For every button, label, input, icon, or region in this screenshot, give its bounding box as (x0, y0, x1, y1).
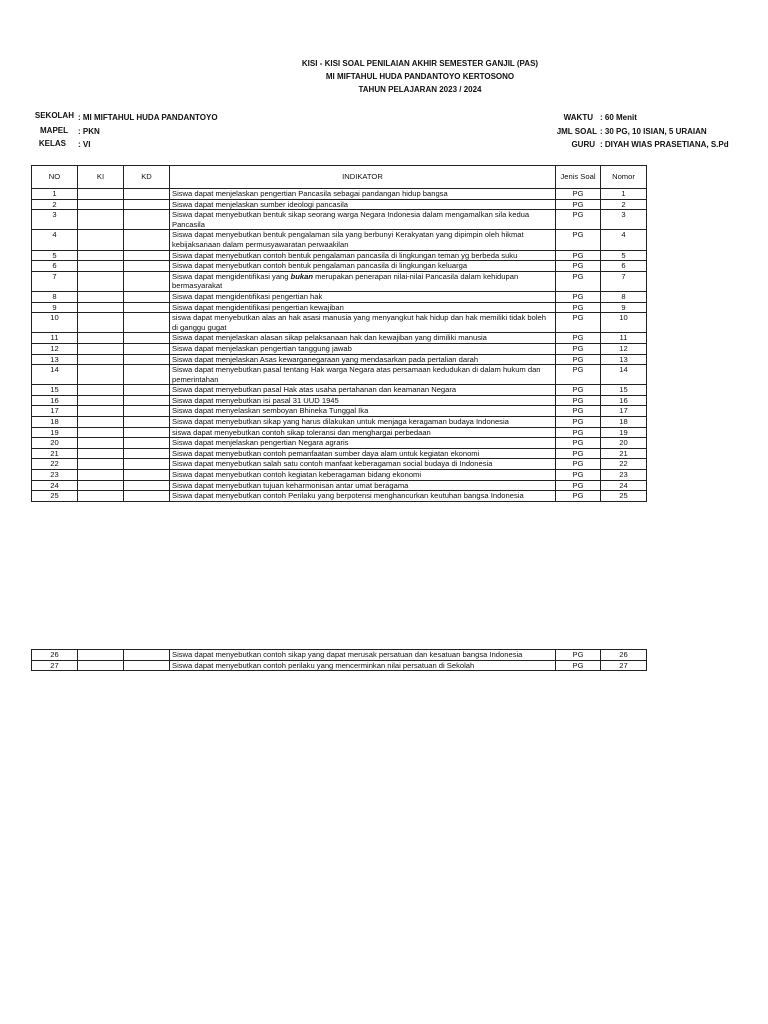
table-row (32, 660, 647, 671)
cell-kd (124, 343, 170, 354)
cell-nomor: 14 (601, 365, 647, 385)
table-row (32, 199, 647, 210)
cell-indikator: Siswa dapat menyebutkan contoh Perilaku yang berpotensi menghancurkan keutuhan bangsa Indonesia (170, 491, 556, 502)
cell-kd (124, 448, 170, 459)
cell-nomor: 23 (601, 470, 647, 481)
cell-no: 24 (32, 480, 78, 491)
cell-indikator: Siswa dapat menyebutkan contoh perilaku yang mencerminkan nilai persatuan di Sekolah (170, 660, 556, 671)
cell-nomor: 11 (601, 333, 647, 344)
cell-jenis-soal: PG (556, 459, 601, 470)
cell-jenis-soal: PG (556, 250, 601, 261)
cell-indikator: Siswa dapat menyebutkan contoh kegiatan keberagaman bidang ekonomi (170, 470, 556, 481)
cell-jenis-soal: PG (556, 365, 601, 385)
value-guru: : DIYAH WIAS PRASETIANA, S.Pd (600, 140, 729, 149)
cell-no: 9 (32, 302, 78, 313)
cell-kd (124, 438, 170, 449)
table-row (32, 427, 647, 438)
cell-nomor: 7 (601, 271, 647, 291)
header-indikator: INDIKATOR (170, 166, 556, 189)
cell-ki (78, 291, 124, 302)
cell-nomor: 22 (601, 459, 647, 470)
cell-indikator: Siswa dapat menyebutkan pasal tentang Hak warga Negara atas persamaan kedudukan di dalam hukum dan pemerintahan (170, 365, 556, 385)
cell-jenis-soal: PG (556, 660, 601, 671)
cell-indikator: Siswa dapat menyebutkan salah satu contoh manfaat keberagaman social budaya di Indonesia (170, 459, 556, 470)
cell-kd (124, 650, 170, 661)
table-row (32, 189, 647, 200)
cell-indikator: Siswa dapat menyebutkan bentuk sikap seorang warga Negara Indonesia dalam mengamalkan sila kedua Pancasila (170, 210, 556, 230)
cell-jenis-soal: PG (556, 427, 601, 438)
cell-indikator: Siswa dapat menjelaskan pengertian Negara agraris (170, 438, 556, 449)
cell-indikator: Siswa dapat menyebutkan pasal Hak atas usaha pertahanan dan keamanan Negara (170, 385, 556, 396)
cell-indikator: Siswa dapat menyebutkan contoh bentuk pengalaman pancasila di lingkungan keluarga (170, 261, 556, 272)
cell-ki (78, 438, 124, 449)
document-title: KISI - KISI SOAL PENILAIAN AKHIR SEMESTER GANJIL (PAS) (301, 59, 539, 68)
cell-kd (124, 660, 170, 671)
cell-kd (124, 395, 170, 406)
cell-no: 22 (32, 459, 78, 470)
cell-no: 15 (32, 385, 78, 396)
cell-nomor: 24 (601, 480, 647, 491)
cell-kd (124, 459, 170, 470)
cell-ki (78, 354, 124, 365)
cell-nomor: 18 (601, 417, 647, 428)
cell-no: 12 (32, 343, 78, 354)
table-row (32, 302, 647, 313)
cell-no: 16 (32, 395, 78, 406)
cell-no: 7 (32, 271, 78, 291)
cell-no: 6 (32, 261, 78, 272)
cell-jenis-soal: PG (556, 343, 601, 354)
cell-no: 20 (32, 438, 78, 449)
cell-kd (124, 333, 170, 344)
cell-nomor: 3 (601, 210, 647, 230)
cell-ki (78, 395, 124, 406)
table-row (32, 354, 647, 365)
cell-no: 18 (32, 417, 78, 428)
cell-no: 27 (32, 660, 78, 671)
cell-no: 23 (32, 470, 78, 481)
cell-nomor: 4 (601, 230, 647, 250)
cell-no: 5 (32, 250, 78, 261)
cell-nomor: 15 (601, 385, 647, 396)
school-title: MI MIFTAHUL HUDA PANDANTOYO KERTOSONO (325, 72, 515, 81)
cell-nomor: 25 (601, 491, 647, 502)
cell-kd (124, 470, 170, 481)
cell-jenis-soal: PG (556, 406, 601, 417)
cell-no: 4 (32, 230, 78, 250)
cell-indikator: Siswa dapat menjelaskan sumber ideologi pancasila (170, 199, 556, 210)
cell-ki (78, 427, 124, 438)
cell-no: 21 (32, 448, 78, 459)
cell-nomor: 8 (601, 291, 647, 302)
cell-nomor: 27 (601, 660, 647, 671)
header-ki: KI (78, 166, 124, 189)
value-sekolah: : MI MIFTAHUL HUDA PANDANTOYO (78, 113, 218, 122)
table-row (32, 480, 647, 491)
cell-indikator: Siswa dapat mengidentifikasi pengertian kewajiban (170, 302, 556, 313)
cell-jenis-soal: PG (556, 448, 601, 459)
cell-ki (78, 333, 124, 344)
value-kelas: : VI (78, 140, 91, 149)
cell-no: 10 (32, 313, 78, 333)
cell-ki (78, 480, 124, 491)
table-row (32, 343, 647, 354)
cell-jenis-soal: PG (556, 230, 601, 250)
cell-jenis-soal: PG (556, 480, 601, 491)
cell-nomor: 6 (601, 261, 647, 272)
cell-ki (78, 189, 124, 200)
cell-kd (124, 427, 170, 438)
table-body (32, 189, 647, 502)
cell-jenis-soal: PG (556, 271, 601, 291)
cell-kd (124, 199, 170, 210)
cell-kd (124, 189, 170, 200)
cell-indikator: siswa dapat menyebutkan alas an hak asasi manusia yang menyangkut hak hidup dan hak memiliki tidak boleh di ganggu gugat (170, 313, 556, 333)
cell-jenis-soal: PG (556, 650, 601, 661)
cell-kd (124, 480, 170, 491)
table-row (32, 470, 647, 481)
table-row (32, 271, 647, 291)
cell-kd (124, 406, 170, 417)
cell-nomor: 20 (601, 438, 647, 449)
cell-jenis-soal: PG (556, 470, 601, 481)
value-waktu: : 60 Menit (600, 113, 637, 122)
cell-ki (78, 491, 124, 502)
cell-kd (124, 291, 170, 302)
indikator-emphasis: bukan (290, 271, 313, 281)
header-no: NO (32, 166, 78, 189)
table-row (32, 385, 647, 396)
cell-ki (78, 250, 124, 261)
cell-jenis-soal: PG (556, 302, 601, 313)
cell-indikator: Siswa dapat menyebutkan bentuk pengalaman sila yang berbunyi Kerakyatan yang dipimpin oleh hikmat kebijaksanaan dalam permusyawaratan perwaakilan (170, 230, 556, 250)
cell-ki (78, 417, 124, 428)
cell-nomor: 9 (601, 302, 647, 313)
cell-kd (124, 302, 170, 313)
cell-ki (78, 459, 124, 470)
cell-indikator: Siswa dapat menyebutkan contoh sikap yang dapat merusak persatuan dan kesatuan bangsa Indonesia (170, 650, 556, 661)
header-jenis-soal: Jenis Soal (556, 166, 601, 189)
table-row (32, 291, 647, 302)
table-row (32, 395, 647, 406)
cell-jenis-soal: PG (556, 395, 601, 406)
cell-indikator: Siswa dapat menjelaskan alasan sikap pelaksanaan hak dan kewajiban yang dimiliki manusia (170, 333, 556, 344)
table-row (32, 313, 647, 333)
cell-indikator: siswa dapat menyebutkan contoh sikap toleransi dan menghargai perbedaan (170, 427, 556, 438)
table-row (32, 417, 647, 428)
table-row (32, 250, 647, 261)
cell-no: 25 (32, 491, 78, 502)
label-jml-soal: JML SOAL (556, 127, 597, 136)
cell-ki (78, 470, 124, 481)
cell-nomor: 10 (601, 313, 647, 333)
label-guru: GURU (571, 140, 595, 149)
cell-jenis-soal: PG (556, 417, 601, 428)
table-row (32, 406, 647, 417)
table-row (32, 230, 647, 250)
table-row (32, 491, 647, 502)
cell-nomor: 16 (601, 395, 647, 406)
cell-ki (78, 343, 124, 354)
cell-kd (124, 230, 170, 250)
cell-jenis-soal: PG (556, 261, 601, 272)
cell-indikator: Siswa dapat menyebutkan tujuan keharmonisan antar umat beragama (170, 480, 556, 491)
cell-jenis-soal: PG (556, 291, 601, 302)
cell-ki (78, 230, 124, 250)
table-row (32, 365, 647, 385)
cell-no: 19 (32, 427, 78, 438)
cell-no: 14 (32, 365, 78, 385)
cell-no: 1 (32, 189, 78, 200)
cell-nomor: 21 (601, 448, 647, 459)
cell-jenis-soal: PG (556, 210, 601, 230)
table-row (32, 459, 647, 470)
academic-year: TAHUN PELAJARAN 2023 / 2024 (358, 85, 482, 94)
cell-kd (124, 417, 170, 428)
cell-jenis-soal: PG (556, 354, 601, 365)
cell-ki (78, 385, 124, 396)
cell-nomor: 1 (601, 189, 647, 200)
cell-ki (78, 660, 124, 671)
cell-ki (78, 302, 124, 313)
cell-jenis-soal: PG (556, 189, 601, 200)
cell-kd (124, 210, 170, 230)
cell-ki (78, 261, 124, 272)
cell-kd (124, 365, 170, 385)
cell-indikator: Siswa dapat menjelaskan Asas kewarganegaraan yang mendasarkan pada pertalian darah (170, 354, 556, 365)
cell-jenis-soal: PG (556, 313, 601, 333)
cell-indikator: Siswa dapat menyebutkan sikap yang harus dilakukan untuk menjaga keragaman budaya Indonesia (170, 417, 556, 428)
table-row (32, 448, 647, 459)
label-waktu: WAKTU (563, 113, 593, 122)
cell-jenis-soal: PG (556, 333, 601, 344)
cell-ki (78, 271, 124, 291)
cell-kd (124, 271, 170, 291)
table-row (32, 261, 647, 272)
value-jml-soal: : 30 PG, 10 ISIAN, 5 URAIAN (600, 127, 707, 136)
cell-ki (78, 406, 124, 417)
table-row (32, 333, 647, 344)
cell-nomor: 2 (601, 199, 647, 210)
kisi-table (31, 165, 647, 502)
cell-indikator (170, 271, 556, 291)
table-row (32, 210, 647, 230)
table-row (32, 650, 647, 661)
label-kelas: KELAS (38, 139, 66, 148)
cell-jenis-soal: PG (556, 438, 601, 449)
table-row (32, 438, 647, 449)
cell-jenis-soal: PG (556, 385, 601, 396)
kisi-table-continued (31, 649, 647, 671)
cell-kd (124, 385, 170, 396)
header-nomor: Nomor (601, 166, 647, 189)
cell-indikator: Siswa dapat menyebutkan contoh pemanfaatan sumber daya alam untuk kegiatan ekonomi (170, 448, 556, 459)
cell-indikator: Siswa dapat mengidentifikasi pengertian hak (170, 291, 556, 302)
cell-indikator: Siswa dapat menyebutkan isi pasal 31 UUD 1945 (170, 395, 556, 406)
cell-kd (124, 491, 170, 502)
value-mapel: : PKN (78, 127, 100, 136)
cell-nomor: 17 (601, 406, 647, 417)
cell-no: 11 (32, 333, 78, 344)
cell-jenis-soal: PG (556, 199, 601, 210)
cell-indikator: Siswa dapat menjelaskan pengertian tanggung jawab (170, 343, 556, 354)
cell-nomor: 13 (601, 354, 647, 365)
cell-no: 17 (32, 406, 78, 417)
cell-no: 3 (32, 210, 78, 230)
indikator-text-post: merupakan penerapan nilai-nilai Pancasila dalam kehidupan bermasyarakat (172, 271, 519, 291)
cell-kd (124, 313, 170, 333)
header-kd: KD (124, 166, 170, 189)
cell-jenis-soal: PG (556, 491, 601, 502)
cell-ki (78, 199, 124, 210)
cell-no: 26 (32, 650, 78, 661)
cell-nomor: 26 (601, 650, 647, 661)
cell-no: 13 (32, 354, 78, 365)
indikator-text-pre: Siswa dapat mengidentifikasi yang (172, 271, 291, 281)
cell-ki (78, 210, 124, 230)
cell-indikator: Siswa dapat menyebutkan contoh bentuk pengalaman pancasila di lingkungan teman yg berbeda suku (170, 250, 556, 261)
cell-nomor: 19 (601, 427, 647, 438)
label-sekolah: SEKOLAH (34, 111, 74, 120)
cell-nomor: 5 (601, 250, 647, 261)
cell-ki (78, 448, 124, 459)
cell-ki (78, 365, 124, 385)
cell-kd (124, 261, 170, 272)
cell-indikator: Siswa dapat menyelaskan semboyan Bhineka Tunggal Ika (170, 406, 556, 417)
cell-kd (124, 250, 170, 261)
table-body-continued (32, 650, 647, 671)
cell-ki (78, 313, 124, 333)
cell-no: 8 (32, 291, 78, 302)
cell-ki (78, 650, 124, 661)
cell-no: 2 (32, 199, 78, 210)
cell-nomor: 12 (601, 343, 647, 354)
label-mapel: MAPEL (40, 126, 68, 135)
table-header-row (32, 166, 647, 189)
cell-kd (124, 354, 170, 365)
cell-indikator: Siswa dapat menjelaskan pengertian Pancasila sebagai pandangan hidup bangsa (170, 189, 556, 200)
